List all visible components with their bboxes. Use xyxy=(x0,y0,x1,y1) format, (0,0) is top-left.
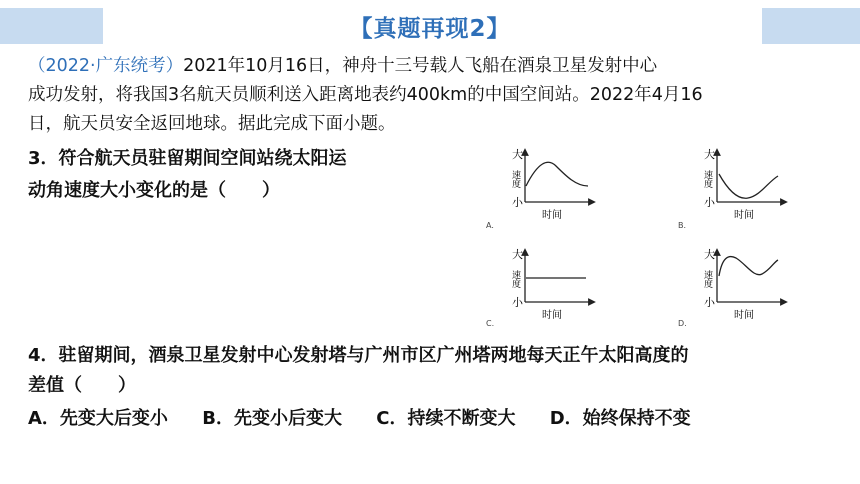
label-small-a: 小 xyxy=(512,196,523,209)
question-3-line-1: 3．符合航天员驻留期间空间站绕太阳运 xyxy=(28,148,347,169)
curve-d xyxy=(719,257,778,276)
graph-d xyxy=(678,247,784,328)
option-b[interactable]: B．先变小后变大 xyxy=(202,408,342,429)
option-label-d: D. xyxy=(678,319,687,328)
label-big-a: 大 xyxy=(512,148,523,161)
label-time-c: 时间 xyxy=(542,310,562,321)
speed-time-graphs xyxy=(470,140,810,335)
label-big-c: 大 xyxy=(512,248,523,261)
intro-line-3: 日，航天员安全返回地球。据此完成下面小题。 xyxy=(28,114,396,134)
label-speed-a: 速度 xyxy=(510,170,520,188)
intro-paragraph xyxy=(28,52,838,139)
graph-a xyxy=(486,147,592,230)
label-speed-d: 速度 xyxy=(702,270,712,288)
option-label-a: A. xyxy=(486,221,494,230)
intro-line-2: 成功发射，将我国3名航天员顺利送入距离地表约400km的中国空间站。2022年4月16 xyxy=(28,85,703,105)
option-c[interactable]: C．持续不断变大 xyxy=(376,408,516,429)
question-4-options xyxy=(28,404,719,430)
label-big-b: 大 xyxy=(704,148,715,161)
option-label-b: B. xyxy=(678,221,687,230)
option-d[interactable]: D．始终保持不变 xyxy=(549,408,691,429)
label-small-b: 小 xyxy=(704,196,715,209)
option-label-c: C. xyxy=(486,319,495,328)
intro-line-1 xyxy=(28,52,838,81)
question-4-line-1: 4．驻留期间，酒泉卫星发射中心发射塔与广州市区广州塔两地每天正午太阳高度的 xyxy=(28,345,689,366)
intro-text-1: 2021年10月16日，神舟十三号载人飞船在酒泉卫星发射中心 xyxy=(183,56,658,76)
label-speed-c: 速度 xyxy=(510,270,520,288)
label-small-d: 小 xyxy=(704,296,715,309)
page-title: 【真题再现2】 xyxy=(349,16,511,42)
graph-c xyxy=(486,247,592,328)
question-4 xyxy=(28,341,848,401)
label-time-a: 时间 xyxy=(542,210,562,221)
question-3-line-2: 动角速度大小变化的是（ ） xyxy=(28,180,280,201)
source-tag: （2022·广东统考） xyxy=(28,56,184,76)
graph-b xyxy=(678,147,784,230)
label-time-d: 时间 xyxy=(734,310,754,321)
question-3 xyxy=(28,143,428,207)
curve-a xyxy=(526,162,588,186)
label-speed-b: 速度 xyxy=(702,170,712,188)
label-big-d: 大 xyxy=(704,248,715,261)
label-time-b: 时间 xyxy=(734,210,754,221)
option-a[interactable]: A．先变大后变小 xyxy=(28,408,168,429)
question-4-line-2: 差值（ ） xyxy=(28,375,136,396)
label-small-c: 小 xyxy=(512,296,523,309)
curve-b xyxy=(719,174,778,198)
